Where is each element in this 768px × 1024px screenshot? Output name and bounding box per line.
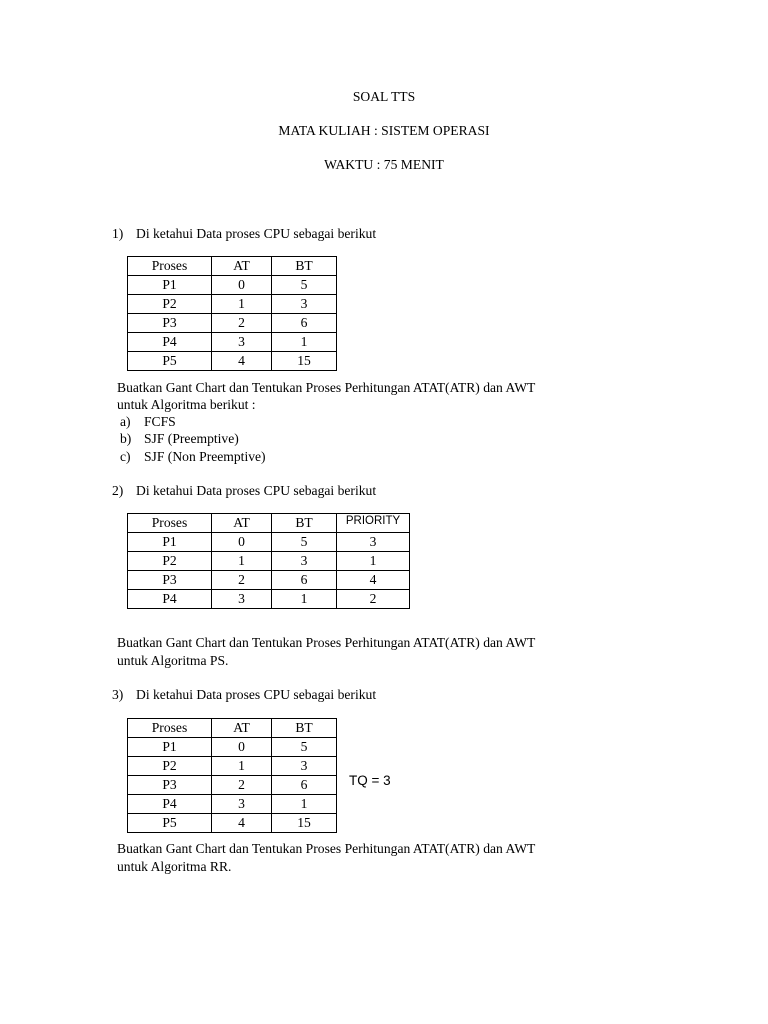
table-row [128,776,337,795]
table-row [128,276,337,295]
q3-intro: Di ketahui Data proses CPU sebagai berikut [136,687,377,702]
table-cell: 5 [272,533,337,552]
table-cell: P4 [128,795,212,814]
exam-duration: WAKTU : 75 MENIT [324,157,444,172]
table-header-cell: AT [212,719,272,738]
table-row [128,571,410,590]
q1-option-c-text: SJF (Non Preemptive) [144,449,266,464]
table-cell: P3 [128,314,212,333]
q1-option-a-text: FCFS [144,414,176,429]
q1-option-c-label: c) [120,449,131,464]
table-cell: 1 [272,590,337,609]
table-cell: 4 [212,352,272,371]
table-header-cell: Proses [128,719,212,738]
table-cell: 0 [212,533,272,552]
table-cell: P4 [128,333,212,352]
table-header-cell: PRIORITY [337,514,410,533]
q2-instruction-line1: Buatkan Gant Chart dan Tentukan Proses Perhitungan ATAT(ATR) dan AWT [117,635,536,650]
table-row [128,795,337,814]
table-cell: 1 [212,757,272,776]
course-name: MATA KULIAH : SISTEM OPERASI [278,123,490,138]
table-cell: P3 [128,776,212,795]
table-cell: 3 [212,590,272,609]
table-row [128,590,410,609]
q3-number: 3) [112,687,124,702]
q1-instruction-line1: Buatkan Gant Chart dan Tentukan Proses Perhitungan ATAT(ATR) dan AWT [117,380,536,395]
q1-number: 1) [112,226,124,241]
table-row [128,533,410,552]
table-row [128,295,337,314]
table-cell: 3 [272,295,337,314]
time-quantum-label: TQ = 3 [349,773,391,788]
table-cell: 6 [272,314,337,333]
table-cell: 2 [337,590,410,609]
page-title: SOAL TTS [352,89,416,104]
table-cell: P1 [128,533,212,552]
table-cell: 3 [337,533,410,552]
table-cell: P5 [128,814,212,833]
table-cell: 2 [212,571,272,590]
q1-table [127,256,337,371]
table-cell: 1 [272,333,337,352]
table-cell: 3 [212,333,272,352]
q2-table [127,513,410,609]
table-cell: P1 [128,738,212,757]
table-cell: 6 [272,776,337,795]
q2-intro: Di ketahui Data proses CPU sebagai berikut [136,483,377,498]
table-cell: P1 [128,276,212,295]
q1-instruction-line2: untuk Algoritma berikut : [117,397,256,412]
table-cell: 3 [272,552,337,571]
table-cell: 4 [337,571,410,590]
table-cell: 1 [272,795,337,814]
table-header-row [128,719,337,738]
q3-table [127,718,337,833]
table-row [128,814,337,833]
table-cell: 5 [272,738,337,757]
table-cell: 3 [272,757,337,776]
table-header-cell: BT [272,514,337,533]
table-cell: 5 [272,276,337,295]
table-cell: 0 [212,738,272,757]
table-cell: 2 [212,314,272,333]
table-cell: 6 [272,571,337,590]
table-header-cell: AT [212,514,272,533]
q1-option-a-label: a) [120,414,131,429]
q2-instruction-line2: untuk Algoritma PS. [117,653,229,668]
table-header-cell: Proses [128,514,212,533]
table-header-cell: BT [272,719,337,738]
table-cell: 2 [212,776,272,795]
q1-intro: Di ketahui Data proses CPU sebagai berikut [136,226,377,241]
q1-option-b-text: SJF (Preemptive) [144,431,239,446]
table-cell: P2 [128,757,212,776]
table-cell: P3 [128,571,212,590]
table-cell: P2 [128,295,212,314]
table-header-row [128,514,410,533]
table-row [128,552,410,571]
q3-instruction-line2: untuk Algoritma RR. [117,859,232,874]
table-cell: 1 [337,552,410,571]
table-header-cell: AT [212,257,272,276]
table-header-cell: Proses [128,257,212,276]
table-cell: 15 [272,352,337,371]
table-header-row [128,257,337,276]
table-cell: 3 [212,795,272,814]
q2-number: 2) [112,483,124,498]
table-row [128,738,337,757]
table-row [128,757,337,776]
table-cell: 4 [212,814,272,833]
table-cell: 1 [212,295,272,314]
table-cell: 15 [272,814,337,833]
table-cell: P2 [128,552,212,571]
q3-instruction-line1: Buatkan Gant Chart dan Tentukan Proses Perhitungan ATAT(ATR) dan AWT [117,841,536,856]
table-cell: P5 [128,352,212,371]
table-cell: P4 [128,590,212,609]
table-row [128,314,337,333]
table-row [128,333,337,352]
table-cell: 1 [212,552,272,571]
table-cell: 0 [212,276,272,295]
q1-option-b-label: b) [120,431,132,446]
table-row [128,352,337,371]
table-header-cell: BT [272,257,337,276]
